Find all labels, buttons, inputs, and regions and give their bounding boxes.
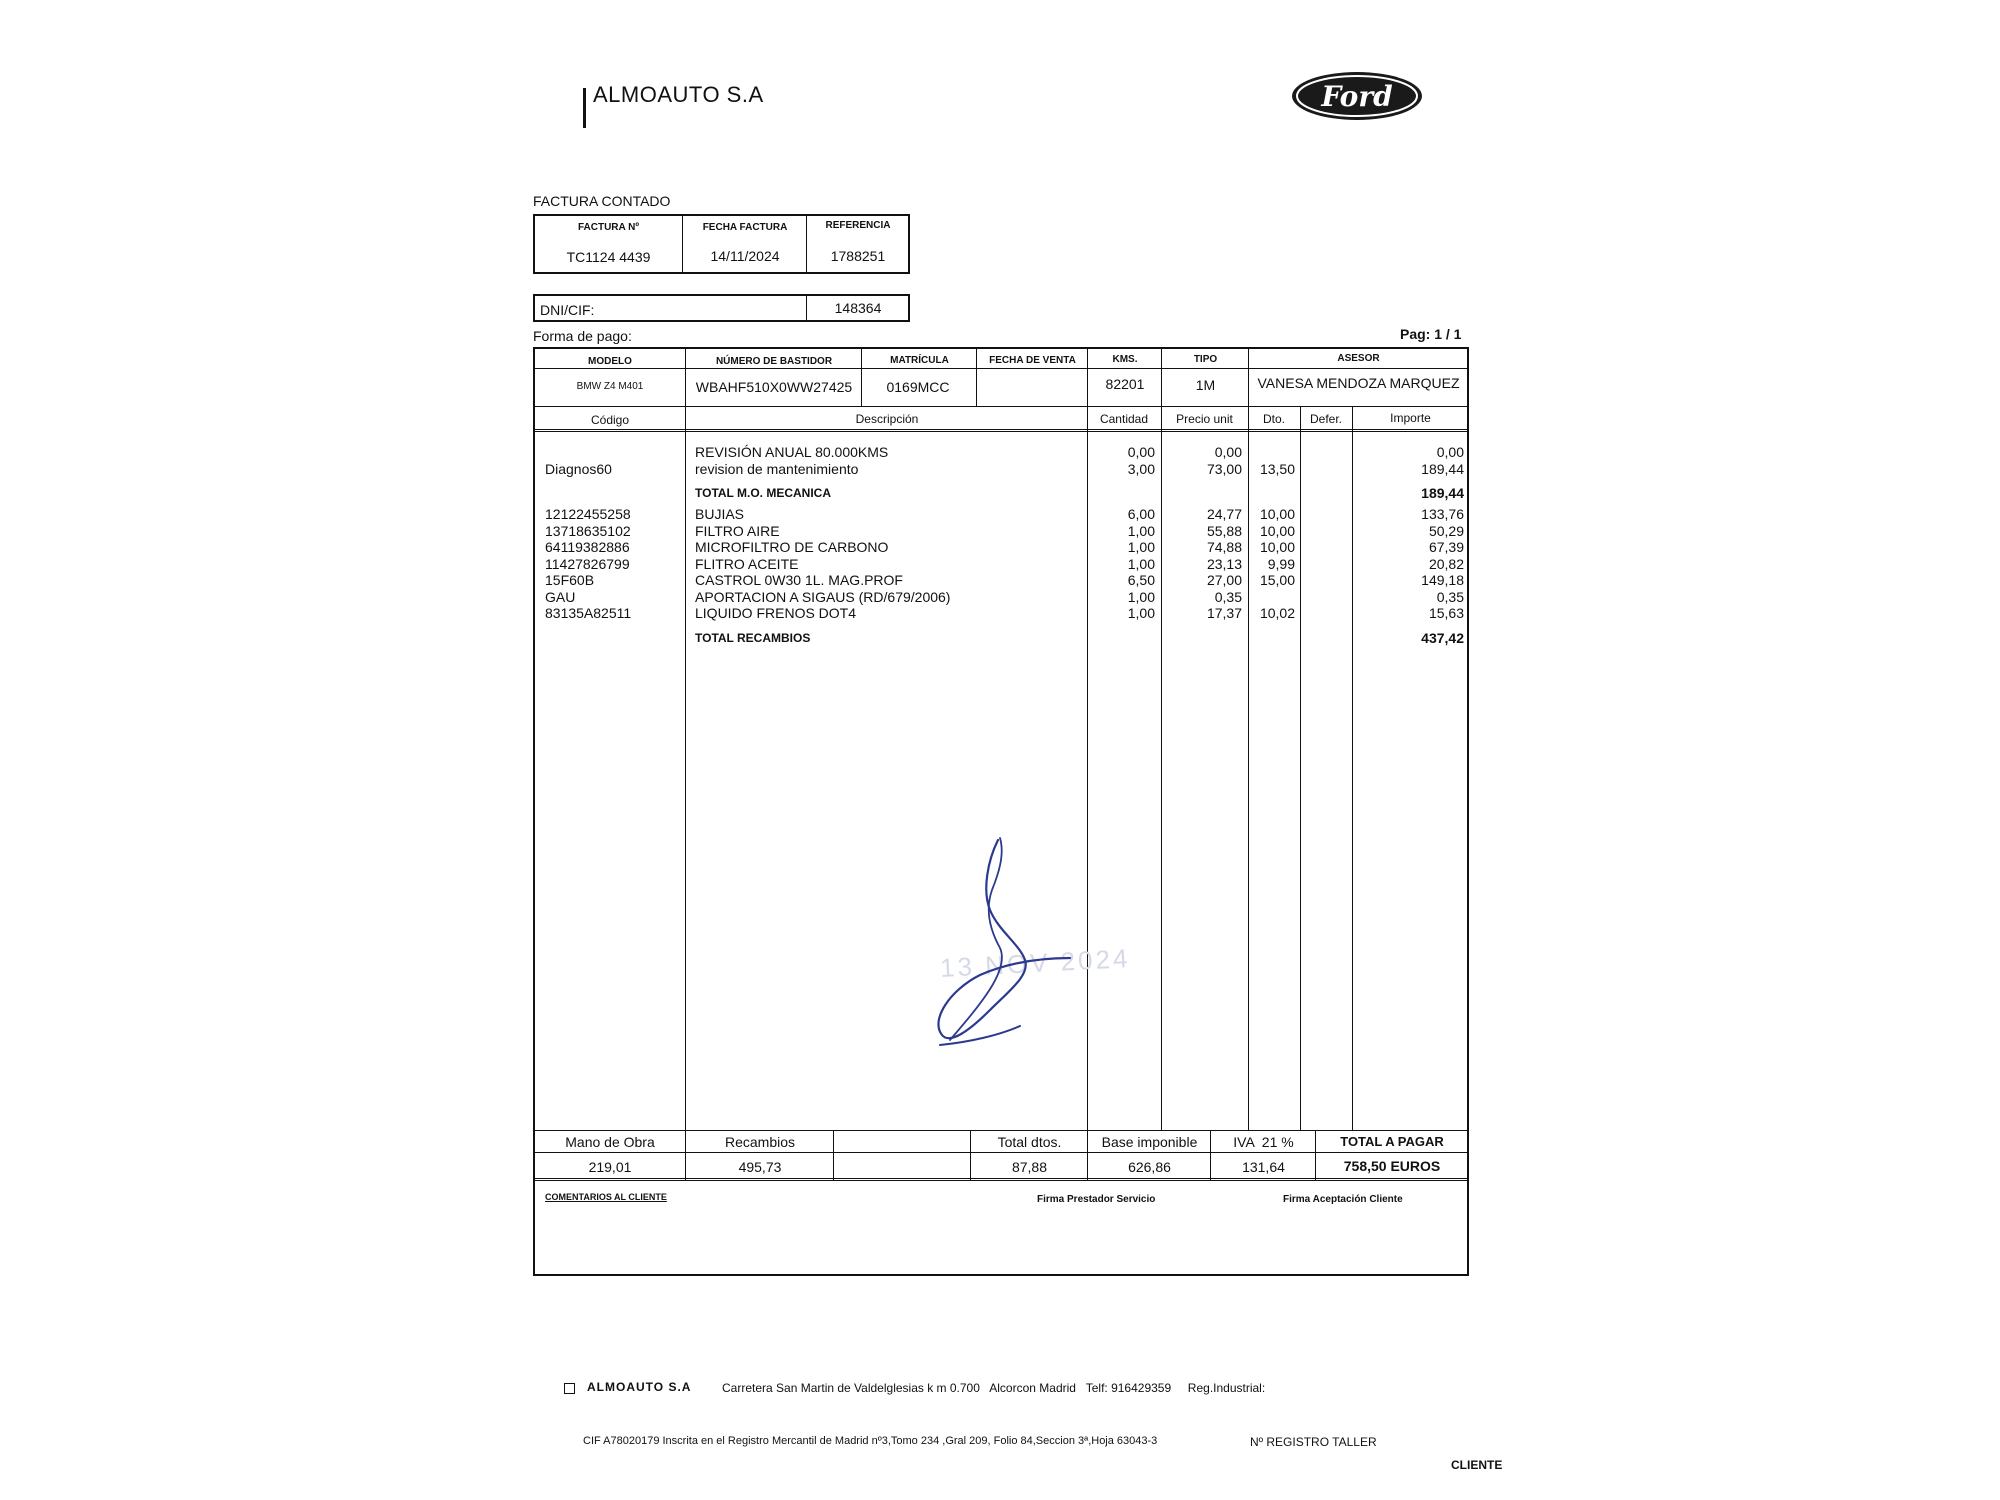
factura-label: FACTURA Nº — [577, 222, 640, 233]
line-desc: REVISIÓN ANUAL 80.000KMS — [695, 444, 889, 460]
line-dto: 9,99 — [1267, 556, 1295, 572]
line-desc: APORTACION A SIGAUS (RD/679/2006) — [695, 589, 951, 605]
line-desc: TOTAL M.O. MECANICA — [695, 486, 831, 500]
header-bar-mark — [583, 88, 586, 128]
line-codigo: 13718635102 — [545, 523, 631, 539]
line-precio: 74,88 — [1206, 539, 1242, 555]
line-precio: 27,00 — [1206, 572, 1242, 588]
line-precio: 55,88 — [1206, 523, 1242, 539]
footer-cif: CIF A78020179 Inscrita en el Registro Mercantil de Madrid nº3,Tomo 234 ,Gral 209, Folio 84,Seccion 3ª,Hoja 63043-3 — [583, 1435, 1158, 1447]
total-pagar-value: 758,50 EUROS — [1343, 1158, 1441, 1174]
line-codigo: Diagnos60 — [545, 461, 612, 477]
vehicle-header-matricula: MATRÍCULA — [890, 355, 949, 366]
base-imponible-label: Base imponible — [1101, 1134, 1198, 1150]
dni-label: DNI/CIF: — [540, 302, 595, 318]
line-desc: CASTROL 0W30 1L. MAG.PROF — [695, 572, 903, 588]
line-cant: 6,00 — [1127, 506, 1155, 522]
line-codigo: 11427826799 — [545, 556, 630, 572]
vehicle-advisor: VANESA MENDOZA MARQUEZ — [1257, 375, 1460, 391]
col-header-importe: Importe — [1390, 411, 1431, 425]
vehicle-model: BMW Z4 M401 — [576, 381, 644, 392]
iva-value: 131,64 — [1242, 1159, 1285, 1175]
total-dtos-label: Total dtos. — [997, 1134, 1062, 1150]
line-desc: BUJIAS — [695, 506, 745, 522]
line-importe: 0,00 — [1436, 444, 1464, 460]
line-cant: 3,00 — [1127, 461, 1155, 477]
firma-prestador-label: Firma Prestador Servicio — [1037, 1194, 1156, 1205]
line-dto: 10,00 — [1259, 506, 1295, 522]
vehicle-header-bastidor: NÚMERO DE BASTIDOR — [715, 356, 833, 367]
line-desc: LIQUIDO FRENOS DOT4 — [695, 605, 857, 621]
line-desc: FILTRO AIRE — [695, 523, 780, 539]
line-precio: 0,00 — [1214, 444, 1242, 460]
comentarios-label: COMENTARIOS AL CLIENTE — [545, 1192, 667, 1202]
line-importe: 133,76 — [1421, 506, 1464, 522]
doc-type-title: FACTURA CONTADO — [533, 193, 671, 209]
line-codigo: 15F60B — [545, 572, 595, 588]
company-name: ALMOAUTO S.A — [593, 82, 764, 107]
line-cant: 0,00 — [1127, 444, 1155, 460]
mano-obra-label: Mano de Obra — [565, 1134, 655, 1150]
footer-registro-taller: Nº REGISTRO TALLER — [1250, 1435, 1377, 1449]
line-desc: revision de mantenimiento — [695, 461, 859, 477]
line-cant: 1,00 — [1127, 556, 1155, 572]
line-codigo: 12122455258 — [545, 506, 631, 522]
vehicle-vin: WBAHF510X0WW27425 — [695, 379, 853, 395]
footer-company: ALMOAUTO S.A — [587, 1380, 692, 1394]
line-dto: 10,00 — [1259, 523, 1295, 539]
col-header-cantidad: Cantidad — [1099, 412, 1149, 426]
col-header-dto: Dto. — [1262, 412, 1285, 426]
line-importe: 149,18 — [1421, 572, 1464, 588]
iva-label: IVA 21 % — [1233, 1134, 1294, 1150]
line-cant: 1,00 — [1127, 523, 1155, 539]
date-stamp: 13 NOV 2024 — [939, 943, 1132, 983]
base-imponible-value: 626,86 — [1128, 1159, 1171, 1175]
firma-cliente-label: Firma Aceptación Cliente — [1283, 1194, 1403, 1205]
line-desc: TOTAL RECAMBIOS — [695, 631, 811, 645]
vehicle-type: 1M — [1195, 377, 1216, 393]
ford-logo — [1290, 70, 1424, 122]
line-desc: MICROFILTRO DE CARBONO — [695, 539, 889, 555]
recambios-label: Recambios — [724, 1134, 796, 1150]
line-codigo: 64119382886 — [545, 539, 630, 555]
line-importe: 437,42 — [1421, 630, 1464, 646]
line-precio: 0,35 — [1214, 589, 1242, 605]
signature — [870, 830, 1090, 1060]
payment-method-label: Forma de pago: — [533, 328, 632, 344]
line-importe: 0,35 — [1436, 589, 1464, 605]
line-dto: 10,02 — [1259, 605, 1295, 621]
fecha-label: FECHA FACTURA — [702, 222, 788, 233]
line-precio: 17,37 — [1206, 605, 1242, 621]
svg-text:Ford: Ford — [1321, 80, 1393, 113]
line-dto: 13,50 — [1259, 461, 1295, 477]
line-precio: 73,00 — [1206, 461, 1242, 477]
vehicle-header-modelo: MODELO — [588, 356, 632, 367]
invoice-date: 14/11/2024 — [710, 248, 780, 264]
line-importe: 189,44 — [1421, 485, 1464, 501]
line-importe: 189,44 — [1421, 461, 1464, 477]
col-header-precio: Precio unit — [1176, 412, 1233, 426]
footer-address: Carretera San Martin de Valdelglesias k m 0.700 Alcorcon Madrid Telf: 916429359 Reg.Industrial: — [722, 1381, 1266, 1395]
line-importe: 20,82 — [1428, 556, 1464, 572]
copy-label: CLIENTE — [1451, 1458, 1503, 1472]
col-header-codigo: Código — [590, 413, 630, 427]
line-cant: 1,00 — [1127, 605, 1155, 621]
col-header-descripcion: Descripción — [855, 412, 919, 426]
total-dtos-value: 87,88 — [1011, 1159, 1048, 1175]
vehicle-header-fecha-venta: FECHA DE VENTA — [989, 355, 1076, 366]
dni-value: 148364 — [834, 300, 882, 316]
col-header-defer: Defer. — [1309, 412, 1342, 426]
recambios-value: 495,73 — [738, 1159, 782, 1175]
line-dto: 10,00 — [1259, 539, 1295, 555]
line-importe: 67,39 — [1428, 539, 1464, 555]
referencia-label: REFERENCIA — [825, 220, 891, 231]
footer-checkbox — [564, 1383, 575, 1394]
total-pagar-label: TOTAL A PAGAR — [1340, 1134, 1444, 1149]
line-cant: 1,00 — [1127, 589, 1155, 605]
mano-obra-value: 219,01 — [588, 1159, 632, 1175]
vehicle-header-asesor: ASESOR — [1337, 353, 1380, 364]
line-codigo: GAU — [545, 589, 576, 605]
line-codigo: 83135A82511 — [545, 605, 632, 621]
vehicle-plate: 0169MCC — [886, 379, 950, 395]
reference-number: 1788251 — [830, 248, 886, 264]
line-precio: 23,13 — [1206, 556, 1242, 572]
line-precio: 24,77 — [1206, 506, 1242, 522]
line-cant: 1,00 — [1127, 539, 1155, 555]
vehicle-header-kms: KMS. — [1112, 354, 1138, 365]
line-cant: 6,50 — [1127, 572, 1155, 588]
factura-number: TC1124 4439 — [566, 249, 651, 265]
vehicle-header-tipo: TIPO — [1193, 354, 1218, 365]
line-dto: 15,00 — [1259, 572, 1295, 588]
vehicle-kms: 82201 — [1105, 376, 1145, 392]
line-importe: 15,63 — [1428, 605, 1464, 621]
page-number: Pag: 1 / 1 — [1400, 326, 1462, 342]
line-importe: 50,29 — [1428, 523, 1464, 539]
line-desc: FLITRO ACEITE — [695, 556, 799, 572]
